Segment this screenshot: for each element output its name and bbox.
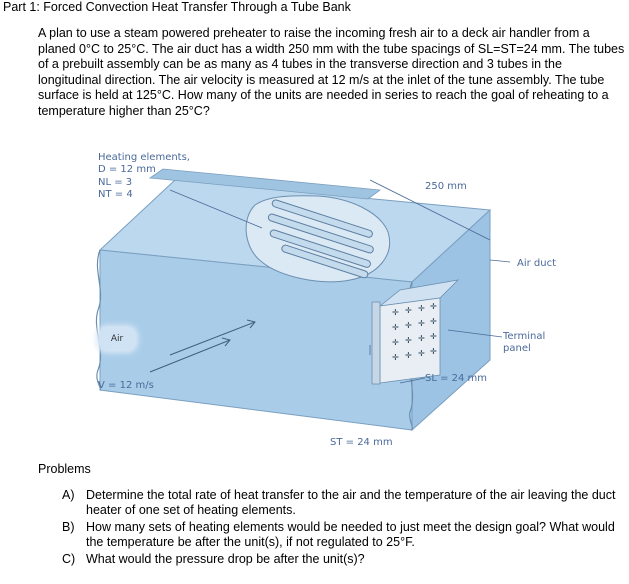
heating-elements-label: Heating elements, [98, 152, 190, 163]
svg-text:✛: ✛ [405, 306, 412, 315]
problem-text: What would the pressure drop be after the unit(s)? [86, 552, 365, 566]
svg-text:✛: ✛ [430, 332, 437, 341]
svg-text:✛: ✛ [392, 308, 399, 317]
sl-label: SL = 24 mm [425, 373, 488, 384]
air-badge: Air [99, 328, 135, 350]
st-label: ST = 24 mm [330, 437, 393, 448]
width-label: 250 mm [425, 181, 467, 192]
problem-item [62, 488, 624, 518]
svg-text:✛: ✛ [430, 347, 437, 356]
nl-label: NL = 3 [98, 177, 133, 188]
svg-text:✛: ✛ [430, 302, 437, 311]
problem-item [62, 552, 624, 567]
diameter-label: D = 12 mm [98, 164, 156, 175]
svg-text:✛: ✛ [418, 349, 425, 358]
problem-letter: A) [62, 488, 75, 502]
page-title: Part 1: Forced Convection Heat Transfer Through a Tube Bank [3, 0, 351, 14]
problem-text: How many sets of heating elements would be needed to just meet the design goal? What would the temperature be after the unit(s), if not regulated to 25°F. [86, 520, 615, 549]
svg-text:✛: ✛ [418, 334, 425, 343]
problem-text: Determine the total rate of heat transfer to the air and the temperature of the air leaving the duct heater of one set of heating elements. [86, 488, 616, 517]
problem-letter: C) [62, 552, 76, 566]
svg-text:✛: ✛ [392, 353, 399, 362]
svg-text:✛: ✛ [405, 321, 412, 330]
problem-item [62, 520, 624, 550]
problem-list [62, 488, 624, 569]
problems-heading: Problems [38, 462, 91, 476]
terminal-label: Terminal [503, 331, 546, 342]
air-duct-label: Air duct [517, 258, 557, 269]
problem-statement: A plan to use a steam powered preheater to raise the incoming fresh air to a deck air handler from a planed 0°C to 25°C. The air duct has a width 250 mm with the tube spacings of SL=ST=24 mm. The tubes of a prebuilt assembly can be as many as 4 tubes in the transverse direction and 3 tubes in the longitudinal direction. The air velocity is measured at 12 m/s at the inlet of the tune assembly. The tube surface is held at 125°C. How many of the units are needed in series to reach the goal of reheating to a temperature higher than 25°C? [38, 26, 625, 118]
panel-label: panel [503, 343, 531, 354]
svg-text:✛: ✛ [418, 319, 425, 328]
flange [372, 302, 380, 384]
svg-text:✛: ✛ [392, 338, 399, 347]
svg-text:✛: ✛ [430, 317, 437, 326]
svg-text:✛: ✛ [405, 351, 412, 360]
problem-letter: B) [62, 520, 75, 534]
svg-text:✛: ✛ [418, 304, 425, 313]
velocity-label: V = 12 m/s [98, 380, 154, 391]
nt-label: NT = 4 [98, 189, 133, 200]
svg-text:✛: ✛ [405, 336, 412, 345]
svg-text:✛: ✛ [392, 323, 399, 332]
